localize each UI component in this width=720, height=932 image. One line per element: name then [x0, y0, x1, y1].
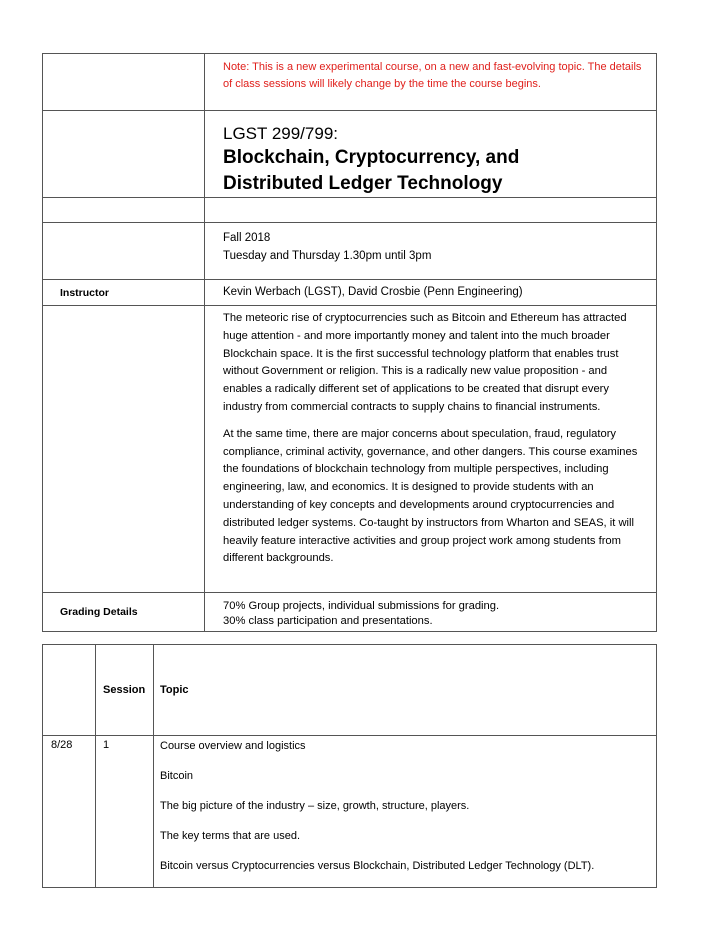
instructor-label: Instructor: [60, 287, 110, 299]
empty-cell: [43, 306, 205, 593]
instructor-names: Kevin Werbach (LGST), David Crosbie (Penn Engineering): [223, 286, 523, 298]
course-info-table: [42, 53, 657, 632]
table-row: [43, 736, 657, 888]
description-paragraph-1: The meteoric rise of cryptocurrencies such as Bitcoin and Ethereum has attracted huge attention - and more importantly money and talent into the much broader Blockchain space. It is the first successful technology platform that enables trust without Government or religion. This is a radically new value proposition - and enables a radically different set of applications to be created that disrupt every industry from commercial contracts to supply chains to financial instruments.: [223, 312, 627, 413]
course-schedule: Tuesday and Thursday 1.30pm until 3pm: [223, 250, 432, 262]
description-cell: [205, 306, 657, 593]
session-header: Session: [96, 645, 154, 736]
title-cell: [205, 111, 657, 198]
session-schedule-table: [42, 644, 657, 888]
grading-line-1: 70% Group projects, individual submissions for grading.: [223, 600, 500, 612]
description-paragraph-2: At the same time, there are major concerns about speculation, fraud, regulatory compliance, criminal activity, governance, and other dangers. This course examines the foundations of blockchain technology from multiple perspectives, including engineering, law, and economics. It is designed to provide students with an understanding of key concepts and developments around cryptocurrencies and distributed ledger systems. Co-taught by instructors from Wharton and SEAS, it will heavily feature interactive activities and group project work among students from different backgrounds.: [223, 427, 638, 565]
instructor-cell: [205, 280, 657, 306]
course-code: LGST 299/799:: [223, 124, 338, 143]
grading-line-2: 30% class participation and presentations.: [223, 615, 433, 627]
empty-cell: [205, 198, 657, 223]
date-header: [43, 645, 96, 736]
topic-header: Topic: [154, 645, 657, 736]
experimental-note: Note: This is a new experimental course, on a new and fast-evolving topic. The details of class sessions will likely change by the time the course begins.: [223, 61, 642, 90]
empty-cell: [43, 54, 205, 111]
topic-item: The key terms that are used.: [160, 830, 301, 842]
empty-cell: [43, 111, 205, 198]
session-date: 8/28: [43, 736, 96, 888]
course-title-line-2: Distributed Ledger Technology: [223, 173, 503, 194]
course-term: Fall 2018: [223, 232, 271, 244]
topic-item: Bitcoin versus Cryptocurrencies versus Blockchain, Distributed Ledger Technology (DLT).: [160, 860, 595, 872]
topic-item: Bitcoin: [160, 770, 194, 782]
course-title-line-1: Blockchain, Cryptocurrency, and: [223, 147, 520, 168]
session-topics: [154, 736, 657, 888]
grading-label: Grading Details: [43, 593, 205, 632]
grading-cell: [205, 593, 657, 632]
note-cell: [205, 54, 657, 111]
term-cell: [205, 223, 657, 280]
topic-item: The big picture of the industry – size, growth, structure, players.: [160, 800, 470, 812]
empty-cell: [43, 198, 205, 223]
session-number: 1: [96, 736, 154, 888]
instructor-label-cell: [43, 280, 205, 306]
empty-cell: [43, 223, 205, 280]
topic-item: Course overview and logistics: [160, 740, 306, 752]
